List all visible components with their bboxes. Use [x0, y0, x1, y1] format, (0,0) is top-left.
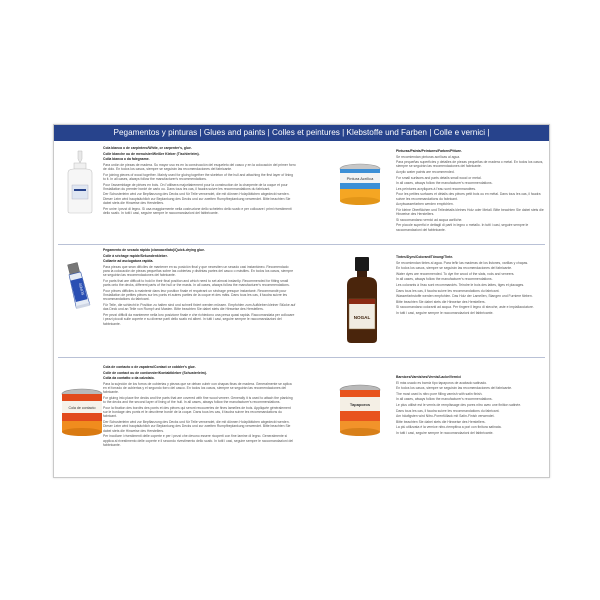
dyes-text-1: Se recomiendan tintes al agua. Para teñir las maderas de los listones, varillas y chapas. [396, 260, 529, 265]
dyes-text-6: Dans tous les cas, il faudra suivre les recommandations du fabricant. [396, 288, 500, 293]
varnish-text-1: El más usado es barniz tipo tapaporos de acabado satinado. [396, 380, 488, 385]
paints-text-11: Per piccole superfici e dettagli di parti in legno o metallo. In tutti i casi, seguire sempre le raccomandazioni del fabbricante. [396, 223, 529, 232]
dyes-text-9: Si raccomandano coloranti ad acqua. Per tingere il legno di stecche, aste e impiallacciature. [396, 305, 534, 310]
acrylic-paint-can-image [338, 161, 382, 207]
paints-text-7: Pour les petites surfaces et détails des pièces petit bois ou en métal. Dans tous les cas, il faudra suivre les recommandations du fabricant. [396, 192, 541, 201]
quick-glue-description [103, 248, 296, 353]
quick-glue-subtitle-2: Collante ad asciugatura rapida. [103, 259, 154, 264]
contact-glue-description [103, 365, 296, 473]
quick-glue-text-es: Para piezas que sean difíciles de mantener en su posición final y que necesiten un secado casi instantáneo. Recomendado para la colocación de piezas pequeñas sobre las cubiertas y distintas partes del casco o mástiles. En todos los casos, siempre se seguirán las recomendaciones del fabricante. [103, 264, 294, 278]
white-glue-title: Cola blanca o de carpintero/White, or carpenter's, glue. [103, 146, 192, 150]
quick-glue-text-de: Für Teile, die schlecht in Position zu halten sind und schnell fixiert werden müssen. Empfohlen zum Aufkleben kleiner Stücke auf das Deck und an Teile von Rumpf und Masten. Bitte beachten Sie dabei stets die Hinweise des Herstellers. [103, 303, 296, 312]
varnish-text-10: In tutti i casi, seguire sempre le raccomandazioni del fabbricante. [396, 430, 494, 435]
row-divider-2 [58, 357, 545, 358]
contact-glue-title: Cola de contacto o de zapatero/Contact or cobbler's glue. [103, 365, 196, 369]
contact-can-label: Cola de contacto [68, 406, 96, 410]
dyes-description [396, 255, 544, 351]
varnish-can-image [338, 383, 382, 439]
paints-text-8: Acrylwasserfarben werden empfohlen. [396, 202, 454, 207]
dyes-text-2: En todos los casos, siempre se seguirán las recomendaciones del fabricante. [396, 266, 513, 271]
dyes-text-5: Les colorants à l'eau sont recommandés. Teindre le bois des lattes, tiges et placages. [396, 282, 525, 287]
contact-glue-subtitle-1: Colle de contact ou de cordonnier/Kontaktkleber (Schusterleim). [103, 370, 207, 375]
quick-glue-title: Pegamento de secado rápido (cianoacrilato)/Quick-drying glue. [103, 248, 205, 252]
dyes-text-10: In tutti i casi, seguire sempre le raccomandazioni del fabbricante. [396, 310, 494, 315]
dyes-text-8: Bitte beachten Sie dabei stets die Hinweise des Herstellers. [396, 299, 486, 304]
varnish-description [396, 375, 544, 471]
white-glue-description [103, 146, 296, 242]
varnish-text-7: Am häufigsten wird Nitro-Porenfüllack mit Satin-Finish verwendet. [396, 414, 495, 419]
varnish-text-5: Le plus utilisé est le vernis de remplissage des pores nitro avec une finition satinée. [396, 402, 522, 407]
varnish-text-3: The most used is nitro pore filling varnish with satin finish. [396, 391, 483, 396]
product-info-sheet [53, 124, 550, 478]
varnish-title: Barnices/Varnishes/Vernis/Lacke/Vernici [396, 375, 462, 379]
contact-glue-text-es: Para la sujeción de los forros de cubiertas y piezas que se deban cubrir con chapas finas de madera. Generalmente se aplica en el forrado de cubiertas y el segundo forro del casco. En todos los casos, siempre se seguirán las recomendaciones del fabricante. [103, 381, 292, 395]
super-glue-tube-image [60, 261, 96, 311]
paints-text-1: Se recomiendan pinturas acrílicas al agua. [396, 154, 461, 159]
varnish-can-label: Tapaporos [349, 402, 371, 407]
varnish-text-6: Dans tous les cas, il faudra suivre les recommandations du fabricant. [396, 408, 500, 413]
varnish-text-4: In all cases, always follow the manufacturer's recommendations. [396, 397, 493, 402]
dyes-text-4: In all cases, always follow the manufacturer's recommendations. [396, 277, 493, 282]
quick-glue-subtitle-1: Colle à séchage rapide/Sekundenkleber. [103, 253, 168, 258]
paints-text-6: Les peintures acryliques à l'eau sont recommandées. [396, 186, 476, 191]
contact-glue-text-de: Der Schusterleim wird zur Bepflanzung des Decks und für Teile verwendet, die mit dünnen Holzplättchen abgedeckt werden. Dieser Leim wird hauptsächlich zur Beplankung des Decks und zur zweiten Rumpfbeplankung verwendet. Bitte beachten Sie dabei stets die Hinweise des Herstellers. [103, 420, 291, 433]
varnish-text-8: Bitte beachten Sie dabei stets die Hinweise des Herstellers. [396, 419, 486, 424]
quick-glue-text-fr: Pour pièces difficiles à maintenir dans leur position finale et requérant un séchage presque instantané. Recommandé pour l'installation de petites pièces sur les ponts et autres parties de la coque et des mâts. Dans tous les cas, il faudra suivre les recommandations du fabricant. [103, 288, 288, 302]
paints-text-5: In all cases, always follow the manufacturer's recommendations. [396, 181, 493, 186]
row-divider-1 [58, 244, 545, 245]
super-label: SUPER [78, 282, 86, 296]
contact-glue-text-fr: Pour la fixation des bordés des ponts et des pièces qui seront recouvertes de fines lamelles de bois. Appliquée généralement sur le bordage des ponts et le deuxième bordé de la coque. Dans tous les cas, il faudra suivre les recommandations du fabricant. [103, 405, 291, 419]
section-header: Pegamentos y pinturas | Glues and paints | Colles et peintures | Klebstoffe und Farben | Colle e vernici | [54, 125, 549, 141]
contact-glue-text-en: For gluing into place the decks and the parts that are covered with fine wood veneer. Generally it is used to attach the planking to the decks and the second layer of lining of the hull. In all cases, always follow the manufacturer's recommendations. [103, 395, 293, 405]
dyes-text-3: Water dyes are recommended. To dye the wood of the slats, rods and veneers. [396, 271, 515, 276]
dyes-text-7: Wasserfarbstoffe werden empfohlen. Das Holz der Lamellen, Stangen und Furniere färben. [396, 294, 533, 299]
paints-text-4: For small surfaces and parts details small wood or metal. [396, 175, 482, 180]
paints-text-9: Für kleine Oberflächen und Teiledetails kleines Holz oder Metall. Bitte beachten Sie dabei stets die Hinweise des Herstellers. [396, 207, 544, 217]
white-glue-text-es: Para unión de piezas de madera. Su mayor uso es en la construcción del esqueleto del casco y en la colocación del primer forro de dolo. En todos los casos, siempre se seguirán las recomendaciones del fabricante. [103, 162, 296, 172]
paints-text-10: Si raccomandano vernici ad acqua acriliche. [396, 217, 463, 222]
paints-text-3: Acrylic water paints are recommended. [396, 170, 455, 175]
paint-can-label: Pintura Acrílica [346, 176, 374, 181]
contact-glue-subtitle-2: Colla da contatto o da calzolaio. [103, 376, 155, 381]
quick-glue-text-it: Per pezzi difficili da mantenere nella loro posizione finale e che richiedono una presa quasi rapida. Raccomandata per collocare i pezzi piccoli sulle coperte e su diverse parti dello scafo ed alberi. In tutti i casi, seguire sempre le raccomandazioni del fabbricante. [103, 312, 295, 326]
contact-glue-can-image [60, 387, 104, 439]
paints-text-2: Para pequeñas superficies y detalles de piezas pequeñas de madera o metal. En todos los casos, siempre se seguirán las recomendaciones del fabricante. [396, 160, 544, 169]
contact-glue-text-it: Per incollare i rivestimenti delle coperte e per i pezzi che devono essere ricoperti con fine lamine di legno. Generalmente si applica al rivestimento delle coperte e il secondo rivestimento dello scafo. In tutti i casi, seguire sempre le raccomandazioni del fabbricante. [103, 434, 293, 447]
paints-title: Pinturas/Paints/Peintures/Farben/Pitture. [396, 149, 462, 153]
white-glue-text-fr: Pour l'assemblage de pièces en bois. On l'utilisera majoritairement pour la construction de la charpente de la coque et pour l'installation du premier bordé de carlo ou. Dans tous les cas, il faudra suivre les recommandations du fabricant. [103, 182, 288, 191]
white-glue-text-it: Per unire i pezzi di legno. Si usa maggiormente nella costruzione dello scheletro dello scafo e per collocare i primi rivestimenti dello scafo. In tutti i casi, seguire sempre le raccomandazioni del fabbricante. [103, 206, 292, 215]
white-glue-text-de: Der Schusterleim wird zur Bepflanzung des Decks und für Teile verwendet, die mit dünnen Holzplättchen abgedeckt werden. Dieser Leim wird hauptsächlich zur Beplankung des Decks und zur zweiten Rumpfbeplankung verwendet. Bitte beachten Sie dabei stets die Hinweise des Herstellers. [103, 192, 291, 206]
white-glue-text-en: For joining pieces of wood together. Mainly used for gluing together the skeleton of the hull and attaching the first layer of lining to it. In all cases, always follow the manufacturer's recommendations. [103, 172, 293, 181]
white-glue-subtitle-2: Colla bianca o da falegname. [103, 157, 150, 162]
varnish-text-2: En todos los casos, siempre se seguirán las recomendaciones del fabricante. [396, 386, 513, 391]
white-glue-bottle-image [60, 149, 100, 215]
varnish-text-9: La più utilizzata è la vernice nitro-riempitiva a pori con finitura satinata. [396, 425, 502, 430]
dye-bottle-image [343, 255, 381, 345]
dye-bottle-label: NOGAL [353, 315, 371, 320]
paints-description [396, 149, 544, 241]
white-glue-subtitle-1: Colle blanche ou de menuisier/Weißer Kleber (Tischlerleim). [103, 151, 200, 156]
quick-glue-text-en: For parts that are difficult to hold in their final position and which need to set almost instantly. Recommended for fitting small parts onto the decks, different parts of the hull or the masts. In all cases, always follow the manufacturer's recommendations. [103, 278, 290, 288]
dyes-title: Tintes/Dyes/Colorant/Tönung/Tinte. [396, 255, 454, 259]
